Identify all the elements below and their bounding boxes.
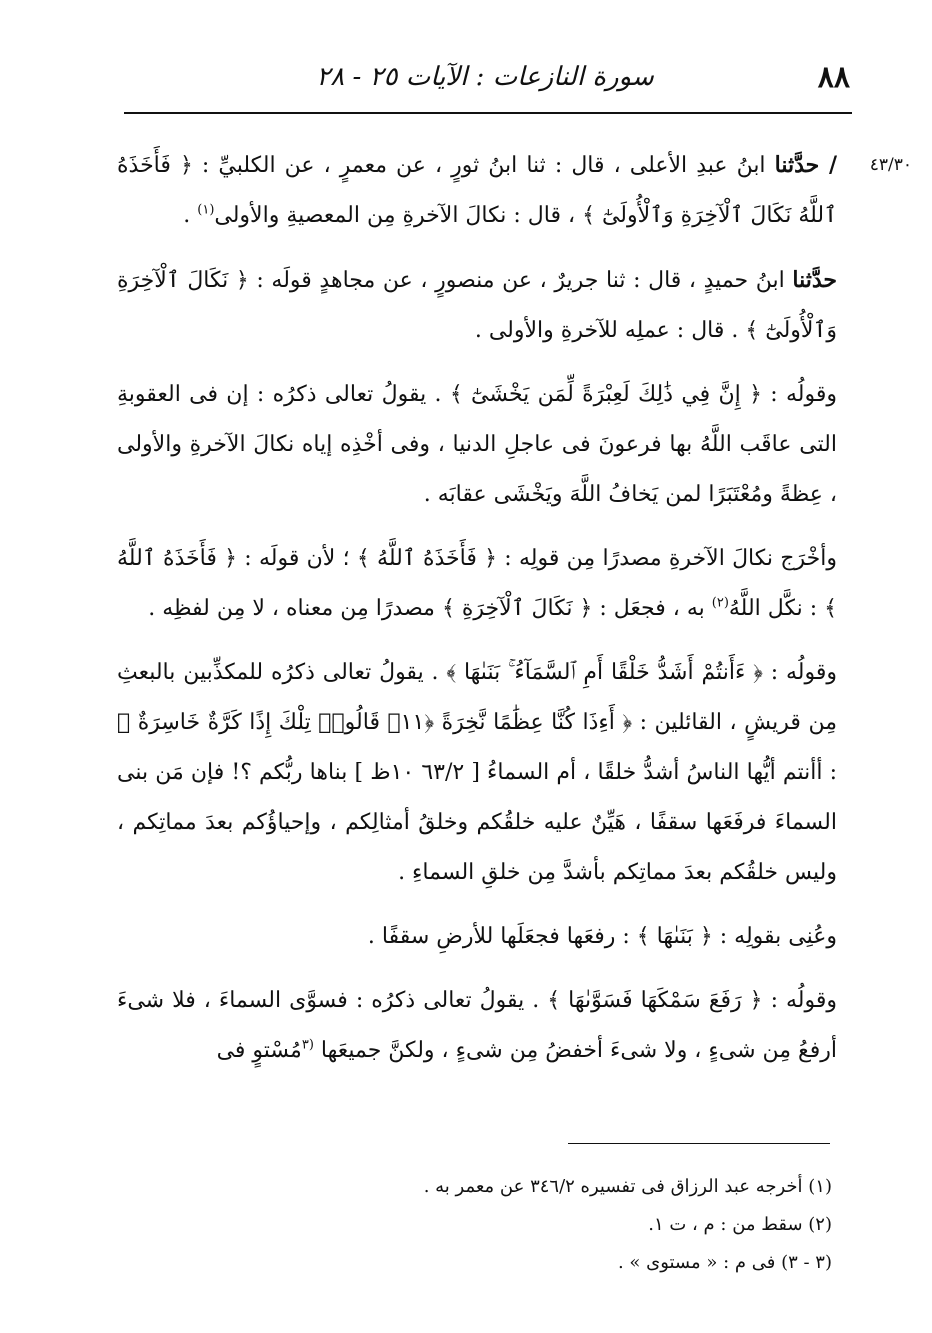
margin-reference: ٤٣/٣٠ <box>869 155 912 175</box>
paragraph-text: وقولُه : ﴿ إِنَّ فِي ذَٰلِكَ لَعِبْرَةً لِّمَن يَخْشَىٰٓ ﴾ . يقولُ تعالى ذكرُه : إن فى العقوبةِ التى عاقَب اللَّهُ بها فرعونَ فى عاجلِ الدنيا ، وفى أخْذِه إياه نكالَ الآخرةِ والأولى ، عِظةً ومُعْتَبَرًا لمن يَخافُ اللَّهَ ويَخْشَى عقابَه . <box>117 382 837 507</box>
paragraph-lead: حدَّثنا <box>792 267 837 293</box>
running-title: سورة النازعات : الآيات ٢٥ - ٢٨ <box>316 62 654 92</box>
paragraph <box>117 370 837 520</box>
footnote-marker: (٣ <box>301 1037 314 1053</box>
footnote-rule <box>568 1143 830 1144</box>
footnote-marker: (١) <box>197 202 215 218</box>
main-text <box>117 140 837 1090</box>
footnote: (٢) سقط من : م ، ت ١. <box>648 1214 832 1235</box>
paragraph-tail: . <box>183 203 198 228</box>
footnote: (٣ - ٣) فى م : « مستوى » . <box>617 1252 832 1273</box>
footnote: (١) أخرجه عبد الرزاق فى تفسيره ٣٤٦/٢ عن معمر به . <box>423 1176 832 1197</box>
paragraph <box>117 255 837 356</box>
paragraph <box>117 534 837 634</box>
paragraph-tail: به ، فجعَل : ﴿ نَكَالَ ٱلْآخِرَةِ ﴾ مصدرًا مِن معناه ، لا مِن لفظِه . <box>148 596 712 621</box>
paragraph-text: وأخْرَج نكالَ الآخرةِ مصدرًا مِن قولِه : ﴿ فَأَخَذَهُ ٱللَّهُ ﴾ ؛ لأن قولَه : ﴿ فَأَخَذَهُ ٱللَّهُ ﴾ : نكَّل اللَّهُ <box>117 546 837 621</box>
paragraph-text: ابنُ حميدٍ ، قال : ثنا جريرٌ ، عن منصورٍ ، عن مجاهدٍ قولَه : ﴿ نَكَالَ ٱلْآخِرَةِ وَٱلْأُولَىٰٓ ﴾ . قال : عملِه للآخرةِ والأولى . <box>117 268 837 343</box>
paragraph <box>117 976 837 1076</box>
paragraph <box>117 648 837 898</box>
paragraph-text: وقولُه : ﴿ ءَأَنتُمْ أَشَدُّ خَلْقًا أَمِ ٱلسَّمَآءُ ۚ بَنَىٰهَا ﴾ . يقولُ تعالى ذكرُه للمكذِّبين بالبعثِ مِن قريشٍ ، القائلين : ﴿ أَءِذَا كُنَّا عِظَٰمًا نَّخِرَةً ﴿١١﴾ قَالُوا۟ تِلْكَ إِذًا كَرَّةٌ خَاسِرَةٌ ﴾ : أأنتم أيُّها الناسُ أشدُّ خلقًا ، أم السماءُ [ ٦٣/٢ ١٠ظ ] بناها ربُّكم ؟! فإن مَن بنى السماءَ فرفَعَها سقفًا ، هَيِّنٌ عليه خلقُكم وخلقُ أمثالِكم ، وإحياؤُكم بعدَ مماتِكم ، وليس خلقُكم بعدَ مماتِكم بأشدَّ مِن خلقِ السماءِ . <box>117 660 837 885</box>
paragraph-lead: / حدَّثنا <box>774 152 837 178</box>
paragraph <box>117 912 837 962</box>
page-number: ٨٨ <box>817 60 850 95</box>
paragraph <box>117 140 837 241</box>
footnote-marker: (٢) <box>711 595 729 611</box>
page-header <box>120 52 850 102</box>
paragraph-text: ابنُ عبدِ الأعلى ، قال : ثنا ابنُ ثورٍ ، عن معمرٍ ، عن الكلبيِّ : ﴿ فَأَخَذَهُ ٱللَّهُ نَكَالَ ٱلْآخِرَةِ وَٱلْأُولَىٰٓ ﴾ ، قال : نكالَ الآخرةِ مِن المعصيةِ والأولى <box>117 153 837 228</box>
paragraph-text: وقولُه : ﴿ رَفَعَ سَمْكَهَا فَسَوَّىٰهَا ﴾ . يقولُ تعالى ذكرُه : فسوَّى السماءَ ، فلا شىءَ أرفعُ مِن شىءٍ ، ولا شىءَ أخفضُ مِن شىءٍ ، ولكنَّ جميعَها <box>117 988 837 1063</box>
paragraph-text: وعُنِى بقولِه : ﴿ بَنَىٰهَا ﴾ : رفعَها فجعَلَها للأرضِ سقفًا . <box>367 924 837 949</box>
footnotes <box>112 1168 832 1282</box>
paragraph-tail: مُسْتوٍ فى <box>216 1038 302 1063</box>
header-rule <box>124 112 852 114</box>
